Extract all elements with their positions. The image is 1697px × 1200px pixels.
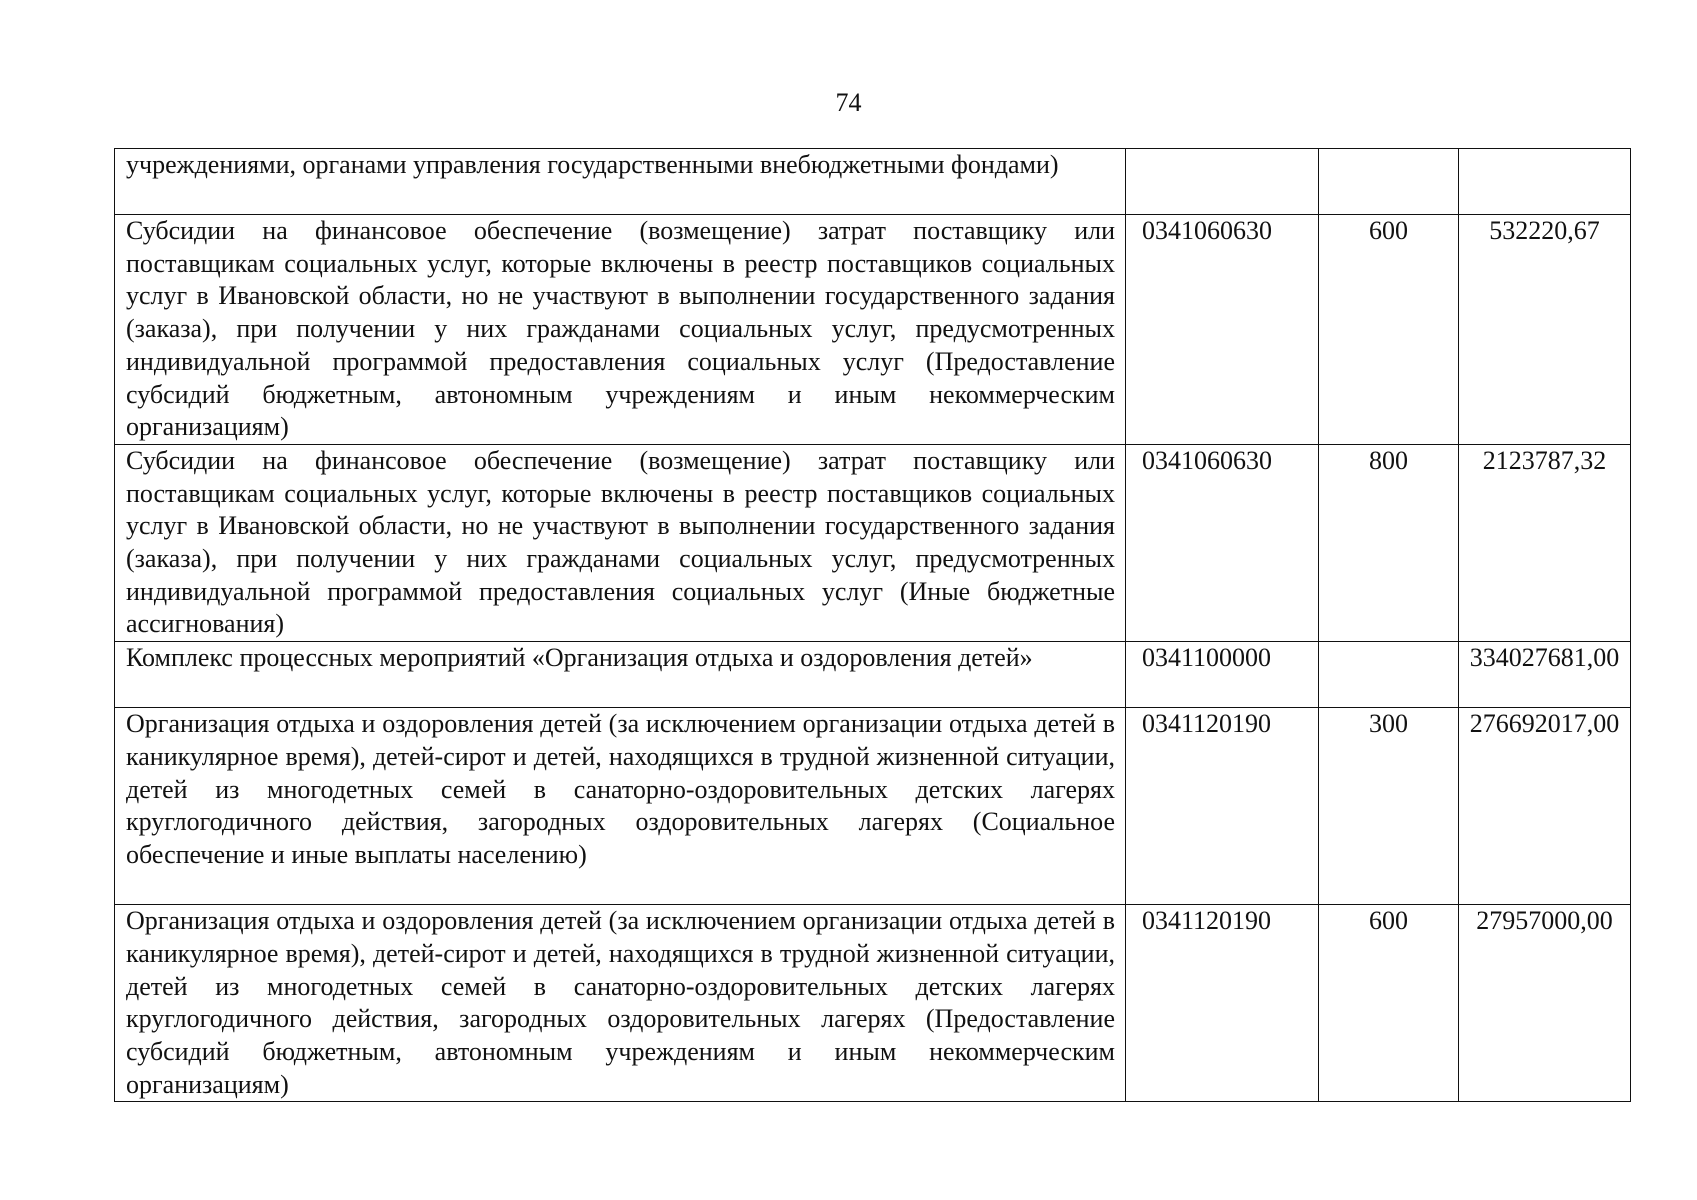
table-row — [115, 905, 1631, 1102]
row-description: Субсидии на финансовое обеспечение (возмещение) затрат поставщику или поставщикам социальных услуг, которые включены в реестр поставщиков социальных услуг в Ивановской области, но не участвуют в выполнении государственного задания (заказа), при получении у них гражданами социальных услуг, предусмотренных индивидуальной программой предоставления социальных услуг (Иные бюджетные ассигнования) — [115, 444, 1126, 641]
row-target-code: 0341060630 — [1126, 444, 1319, 641]
row-amount: 27957000,00 — [1459, 905, 1631, 1102]
row-description: Организация отдыха и оздоровления детей (за исключением организации отдыха детей в каникулярное время), детей-сирот и детей, находящихся в трудной жизненной ситуации, детей из многодетных семей в санаторно-оздоровительных детских лагерях круглогодичного действия, загородных оздоровительных лагерях (Социальное обеспечение и иные выплаты населению) — [115, 708, 1126, 905]
budget-table — [114, 148, 1631, 1102]
row-amount: 334027681,00 — [1459, 642, 1631, 708]
row-target-code — [1126, 149, 1319, 215]
row-expense-type — [1319, 642, 1459, 708]
row-expense-type: 800 — [1319, 444, 1459, 641]
row-amount: 276692017,00 — [1459, 708, 1631, 905]
row-expense-type: 300 — [1319, 708, 1459, 905]
row-amount: 2123787,32 — [1459, 444, 1631, 641]
row-expense-type: 600 — [1319, 905, 1459, 1102]
row-amount — [1459, 149, 1631, 215]
row-description: Субсидии на финансовое обеспечение (возмещение) затрат поставщику или поставщикам социальных услуг, которые включены в реестр поставщиков социальных услуг в Ивановской области, но не участвуют в выполнении государственного задания (заказа), при получении у них гражданами социальных услуг, предусмотренных индивидуальной программой предоставления социальных услуг (Предоставление субсидий бюджетным, автономным учреждениям и иным некоммерческим организациям) — [115, 215, 1126, 445]
page-number: 74 — [835, 88, 862, 117]
row-target-code: 0341120190 — [1126, 708, 1319, 905]
row-target-code: 0341060630 — [1126, 215, 1319, 445]
row-description: учреждениями, органами управления государственными внебюджетными фондами) — [115, 149, 1126, 215]
table-row — [115, 708, 1631, 905]
row-description: Комплекс процессных мероприятий «Организация отдыха и оздоровления детей» — [115, 642, 1126, 708]
table-row — [115, 444, 1631, 641]
row-expense-type: 600 — [1319, 215, 1459, 445]
table-row — [115, 149, 1631, 215]
row-target-code: 0341100000 — [1126, 642, 1319, 708]
row-description: Организация отдыха и оздоровления детей (за исключением организации отдыха детей в каникулярное время), детей-сирот и детей, находящихся в трудной жизненной ситуации, детей из многодетных семей в санаторно-оздоровительных детских лагерях круглогодичного действия, загородных оздоровительных лагерях (Предоставление субсидий бюджетным, автономным учреждениям и иным некоммерческим организациям) — [115, 905, 1126, 1102]
table-row — [115, 642, 1631, 708]
table-row — [115, 215, 1631, 445]
row-expense-type — [1319, 149, 1459, 215]
row-target-code: 0341120190 — [1126, 905, 1319, 1102]
row-amount: 532220,67 — [1459, 215, 1631, 445]
